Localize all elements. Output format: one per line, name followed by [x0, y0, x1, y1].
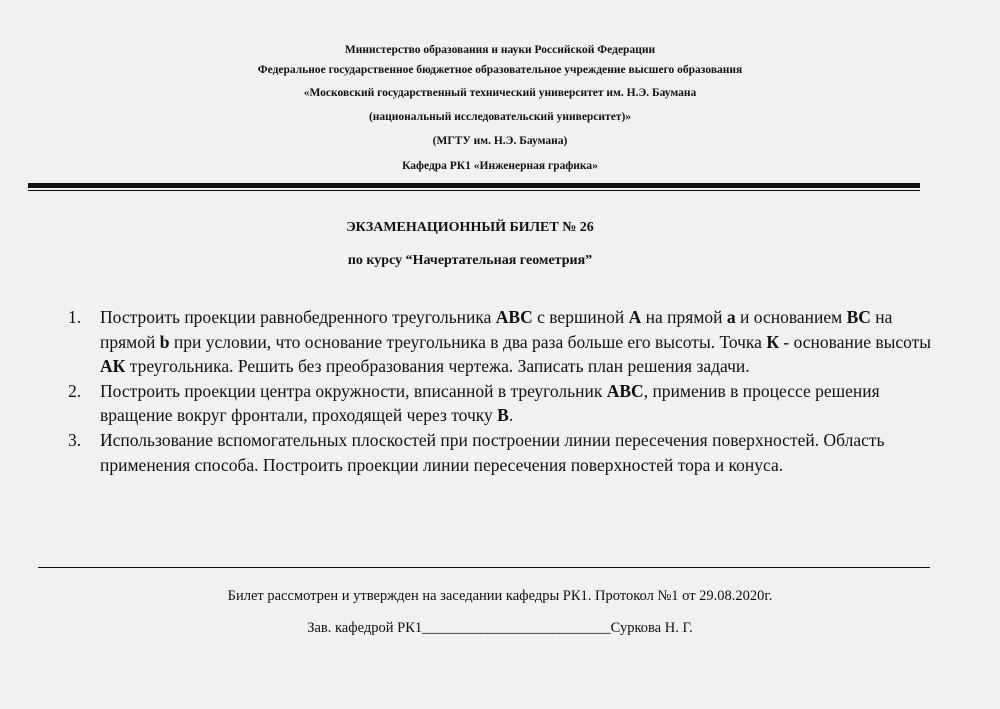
ticket-title: ЭКЗАМЕНАЦИОННЫЙ БИЛЕТ № 26: [346, 220, 594, 235]
university-line: «Московский государственный технический университет им. Н.Э. Баумана: [303, 87, 697, 99]
header-divider-thick: [28, 183, 920, 188]
task-text: Использование вспомогательных плоскостей при построении линии пересечения поверхностей. Область применения способа. Построить проекции линии пересечения поверхностей тора и конуса.: [100, 429, 885, 475]
task-item: [60, 305, 940, 379]
task-list: [60, 305, 940, 477]
footer-divider: [38, 567, 930, 568]
ministry-line: Министерство образования и науки Российской Федерации: [344, 44, 656, 56]
department-line: Кафедра РК1 «Инженерная графика»: [402, 160, 598, 172]
task-number: 1.: [68, 307, 82, 327]
task-text: Построить проекции равнобедренного треугольника АВС с вершиной А на прямой а и основанием ВС на прямой b при условии, что основание треугольника в два раза больше его высоты. Точка К - основание высоты АК треугольника. Решить без преобразования чертежа. Записать план решения задачи.: [100, 307, 932, 377]
task-item: [60, 428, 940, 477]
signature-line: Зав. кафедрой РК1__________________________Суркова Н. Г.: [307, 620, 693, 636]
task-number: 2.: [68, 380, 82, 401]
header-divider-thin: [28, 190, 920, 191]
institution-type-line: Федеральное государственное бюджетное образовательное учреждение высшего образования: [257, 64, 743, 76]
task-item: [60, 379, 940, 428]
approval-line: Билет рассмотрен и утвержден на заседании кафедры РК1. Протокол №1 от 29.08.2020г.: [227, 588, 773, 604]
task-number: 3.: [68, 429, 82, 450]
course-title: по курсу “Начертательная геометрия”: [347, 253, 593, 268]
abbreviation-line: (МГТУ им. Н.Э. Баумана): [432, 135, 568, 147]
university-status-line: (национальный исследовательский университет)»: [368, 111, 632, 123]
task-text: Построить проекции центра окружности, вписанной в треугольник АВС, применив в процессе решения вращение вокруг фронтали, проходящей через точку В.: [100, 380, 880, 426]
